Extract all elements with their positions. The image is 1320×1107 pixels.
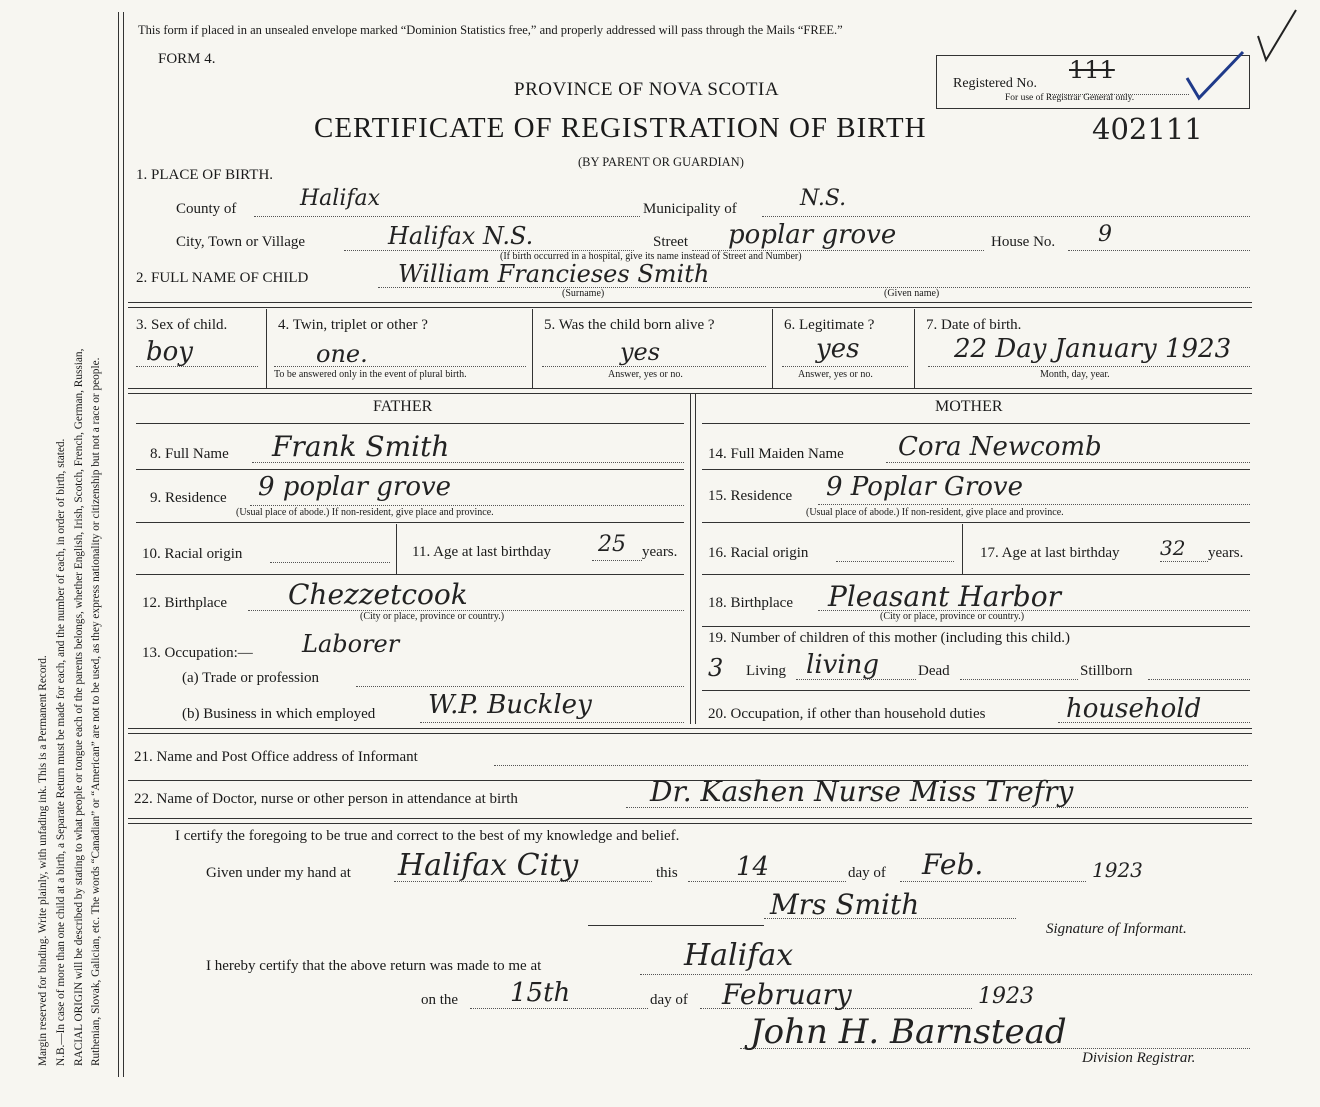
checkmark-icon (1183, 48, 1253, 108)
father-occupation-value: Laborer (302, 630, 400, 658)
checkmark-icon (1252, 6, 1302, 66)
mother-living-value: living (806, 650, 880, 680)
father-years-label: years. (642, 544, 678, 560)
registrar-month-value: February (722, 978, 852, 1011)
registrar-on-label: on the (421, 992, 459, 1008)
given-this-label: this (656, 865, 678, 881)
twin-label: 4. Twin, triplet or other ? (278, 317, 428, 333)
registered-value: 111 (1069, 56, 1115, 84)
mail-notice: This form if placed in an unsealed envelope marked “Dominion Statistics free,” and properly addressed will pass through the Mails “FREE.” (138, 23, 843, 37)
form-number: FORM 4. (158, 51, 216, 67)
mother-race-label: 16. Racial origin (708, 545, 809, 561)
legitimate-label: 6. Legitimate ? (784, 317, 875, 333)
alive-label: 5. Was the child born alive ? (544, 317, 715, 333)
father-race-label: 10. Racial origin (142, 546, 243, 562)
house-label: House No. (991, 234, 1056, 250)
father-birthplace-value: Chezzetcook (288, 578, 468, 611)
certify-text: I certify the foregoing to be true and correct to the best of my knowledge and belief. (175, 828, 680, 844)
doctor-label: 22. Name of Doctor, nurse or other person in attendance at birth (134, 791, 518, 807)
alive-value: yes (620, 338, 661, 366)
father-residence-label: 9. Residence (150, 490, 227, 506)
father-residence-value: 9 poplar grove (258, 472, 452, 502)
legitimate-note: Answer, yes or no. (798, 369, 873, 380)
mother-residence-value: 9 Poplar Grove (826, 472, 1023, 502)
mother-children-number: 3 (708, 654, 724, 682)
child-name-value: William Francieses Smith (398, 260, 710, 288)
mother-birthplace-label: 18. Birthplace (708, 595, 793, 611)
mother-years-label: years. (1208, 545, 1244, 561)
margin-note-1: Margin reserved for binding. Write plainly, with unfading ink. This is a Permanent Record. (37, 655, 49, 1066)
registrar-text: I hereby certify that the above return was made to me at (206, 958, 542, 974)
registrar-title: Division Registrar. (1082, 1050, 1196, 1066)
municipality-label: Municipality of (643, 201, 737, 217)
surname-note: (Surname) (562, 288, 605, 299)
informant-signature: Mrs Smith (770, 888, 920, 921)
subtitle: (BY PARENT OR GUARDIAN) (578, 155, 744, 169)
hospital-note: (If birth occurred in a hospital, give its name instead of Street and Number) (500, 251, 802, 262)
province-heading: PROVINCE OF NOVA SCOTIA (514, 79, 780, 100)
informant-label: 21. Name and Post Office address of Informant (134, 749, 418, 765)
registrar-day-value: 15th (510, 978, 571, 1008)
registered-box (936, 55, 1250, 109)
given-dayof-label: day of (848, 865, 886, 881)
father-occupation-label: 13. Occupation:— (142, 645, 253, 661)
father-business-value: W.P. Buckley (428, 690, 592, 720)
father-birthplace-note: (City or place, province or country.) (360, 611, 505, 622)
father-name-label: 8. Full Name (150, 446, 229, 462)
street-label: Street (653, 234, 688, 250)
father-residence-note: (Usual place of abode.) If non-resident, give place and province. (236, 507, 494, 518)
given-day-value: 14 (736, 852, 770, 882)
registered-label: Registered No. (953, 76, 1037, 91)
twin-note: To be answered only in the event of plural birth. (274, 369, 467, 380)
mother-name-value: Cora Newcomb (898, 432, 1102, 462)
city-label: City, Town or Village (176, 234, 306, 250)
father-age-value: 25 (598, 532, 626, 557)
father-heading: FATHER (373, 398, 433, 415)
mother-children-label: 19. Number of children of this mother (including this child.) (708, 630, 1071, 646)
mother-dead-label: Dead (918, 663, 950, 679)
mother-occupation-value: household (1066, 694, 1202, 724)
margin-rule (118, 12, 124, 1077)
margin-notes (35, 21, 106, 1066)
registered-note: For use of Registrar General only. (1005, 93, 1135, 103)
mother-name-label: 14. Full Maiden Name (708, 446, 844, 462)
father-age-label: 11. Age at last birthday (412, 544, 551, 560)
county-value: Halifax (300, 186, 381, 211)
registrar-dayof-label: day of (650, 992, 688, 1008)
house-value: 9 (1098, 222, 1112, 247)
informant-signature-label: Signature of Informant. (1046, 921, 1187, 937)
father-name-value: Frank Smith (272, 430, 450, 463)
sex-value: boy (146, 337, 193, 367)
municipality-value: N.S. (800, 186, 847, 211)
given-place-value: Halifax City (398, 848, 579, 883)
registrar-place-value: Halifax (684, 938, 794, 973)
father-birthplace-label: 12. Birthplace (142, 595, 227, 611)
sex-label: 3. Sex of child. (136, 317, 228, 333)
mother-residence-label: 15. Residence (708, 488, 793, 504)
page-title: CERTIFICATE OF REGISTRATION OF BIRTH (314, 112, 927, 144)
margin-note-4: Ruthenian, Slovak, Galician, etc. The words “Canadian” or “American” are not to be used, as they express nationality or citizenship but not a race or people. (90, 357, 103, 1066)
dob-label: 7. Date of birth. (926, 317, 1022, 333)
certificate-number: 402111 (1092, 112, 1203, 146)
mother-heading: MOTHER (935, 398, 1003, 415)
mother-occupation-label: 20. Occupation, if other than household duties (708, 706, 986, 722)
child-name-label: 2. FULL NAME OF CHILD (136, 270, 309, 286)
alive-note: Answer, yes or no. (608, 369, 683, 380)
given-year-value: 1923 (1092, 858, 1143, 882)
twin-value: one. (316, 340, 368, 368)
legitimate-value: yes (816, 334, 860, 364)
registrar-year-value: 1923 (978, 984, 1034, 1009)
given-month-value: Feb. (922, 848, 984, 881)
mother-living-label: Living (746, 663, 786, 679)
place-of-birth-heading: 1. PLACE OF BIRTH. (136, 167, 274, 183)
dob-note: Month, day, year. (1040, 369, 1110, 380)
mother-stillborn-label: Stillborn (1080, 663, 1133, 679)
city-value: Halifax N.S. (388, 222, 534, 250)
doctor-value: Dr. Kashen Nurse Miss Trefry (650, 775, 1074, 808)
given-note: (Given name) (884, 288, 940, 299)
dob-value: 22 Day January 1923 (954, 334, 1232, 364)
margin-note-2: N.B.—In case of more than one child at a birth, a Separate Return must be made for each, and the number of each, in order of birth, stated. (54, 438, 67, 1066)
father-business-label: (b) Business in which employed (182, 706, 376, 722)
registrar-signature: John H. Barnstead (750, 1012, 1067, 1052)
street-value: poplar grove (728, 220, 897, 250)
mother-birthplace-value: Pleasant Harbor (828, 580, 1061, 613)
margin-note-3: RACIAL ORIGIN will be described by stating to what people or tongue each of the parents belongs, whether English, Irish, Scotch, French, German, Russian, (72, 348, 85, 1066)
father-trade-label: (a) Trade or profession (182, 670, 320, 686)
given-label: Given under my hand at (206, 865, 351, 881)
mother-birthplace-note: (City or place, province or country.) (880, 611, 1025, 622)
county-label: County of (176, 201, 237, 217)
mother-age-value: 32 (1160, 536, 1186, 560)
mother-residence-note: (Usual place of abode.) If non-resident, give place and province. (806, 507, 1064, 518)
mother-age-label: 17. Age at last birthday (980, 545, 1120, 561)
